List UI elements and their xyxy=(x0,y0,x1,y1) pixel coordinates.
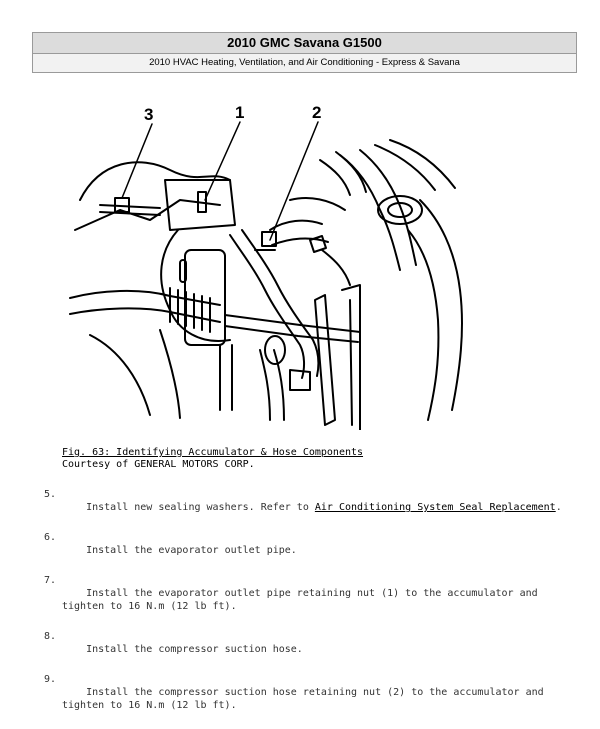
step-number: 9. xyxy=(44,674,57,685)
document-header xyxy=(32,32,577,73)
step-text: Install new sealing washers. Refer to xyxy=(86,502,315,513)
callout-2: 2 xyxy=(312,103,322,122)
step-text: Install the compressor suction hose retaining nut (2) to the accumulator and tighten to 16 N.m (12 lb ft). xyxy=(62,687,544,711)
step-text: Install the evaporator outlet pipe retaining nut (1) to the accumulator and tighten to 16 N.m (12 lb ft). xyxy=(62,588,538,612)
step-number: 5. xyxy=(44,489,57,500)
figure-title: Fig. 63: Identifying Accumulator & Hose Components xyxy=(62,447,364,458)
step-item xyxy=(44,574,562,626)
seal-replacement-link[interactable]: Air Conditioning System Seal Replacement xyxy=(314,502,556,513)
callout-1: 1 xyxy=(235,103,245,122)
step-number: 6. xyxy=(44,532,57,543)
callout-3: 3 xyxy=(144,105,154,124)
step-text: Install the compressor suction hose. xyxy=(86,644,303,655)
step-text-end: . xyxy=(555,502,562,513)
vehicle-title: 2010 GMC Savana G1500 xyxy=(33,33,576,54)
step-number: 7. xyxy=(44,575,57,586)
section-subtitle: 2010 HVAC Heating, Ventilation, and Air Conditioning - Express & Savana xyxy=(33,54,576,72)
step-item xyxy=(44,531,562,570)
figure-caption xyxy=(62,447,363,471)
procedure-steps xyxy=(44,488,562,729)
step-item xyxy=(44,630,562,669)
step-text: Install the evaporator outlet pipe. xyxy=(86,545,297,556)
step-item xyxy=(44,673,562,725)
accumulator-hose-illustration xyxy=(60,100,480,430)
figure-courtesy: Courtesy of GENERAL MOTORS CORP. xyxy=(62,459,255,470)
step-item xyxy=(44,488,562,527)
step-number: 8. xyxy=(44,631,57,642)
